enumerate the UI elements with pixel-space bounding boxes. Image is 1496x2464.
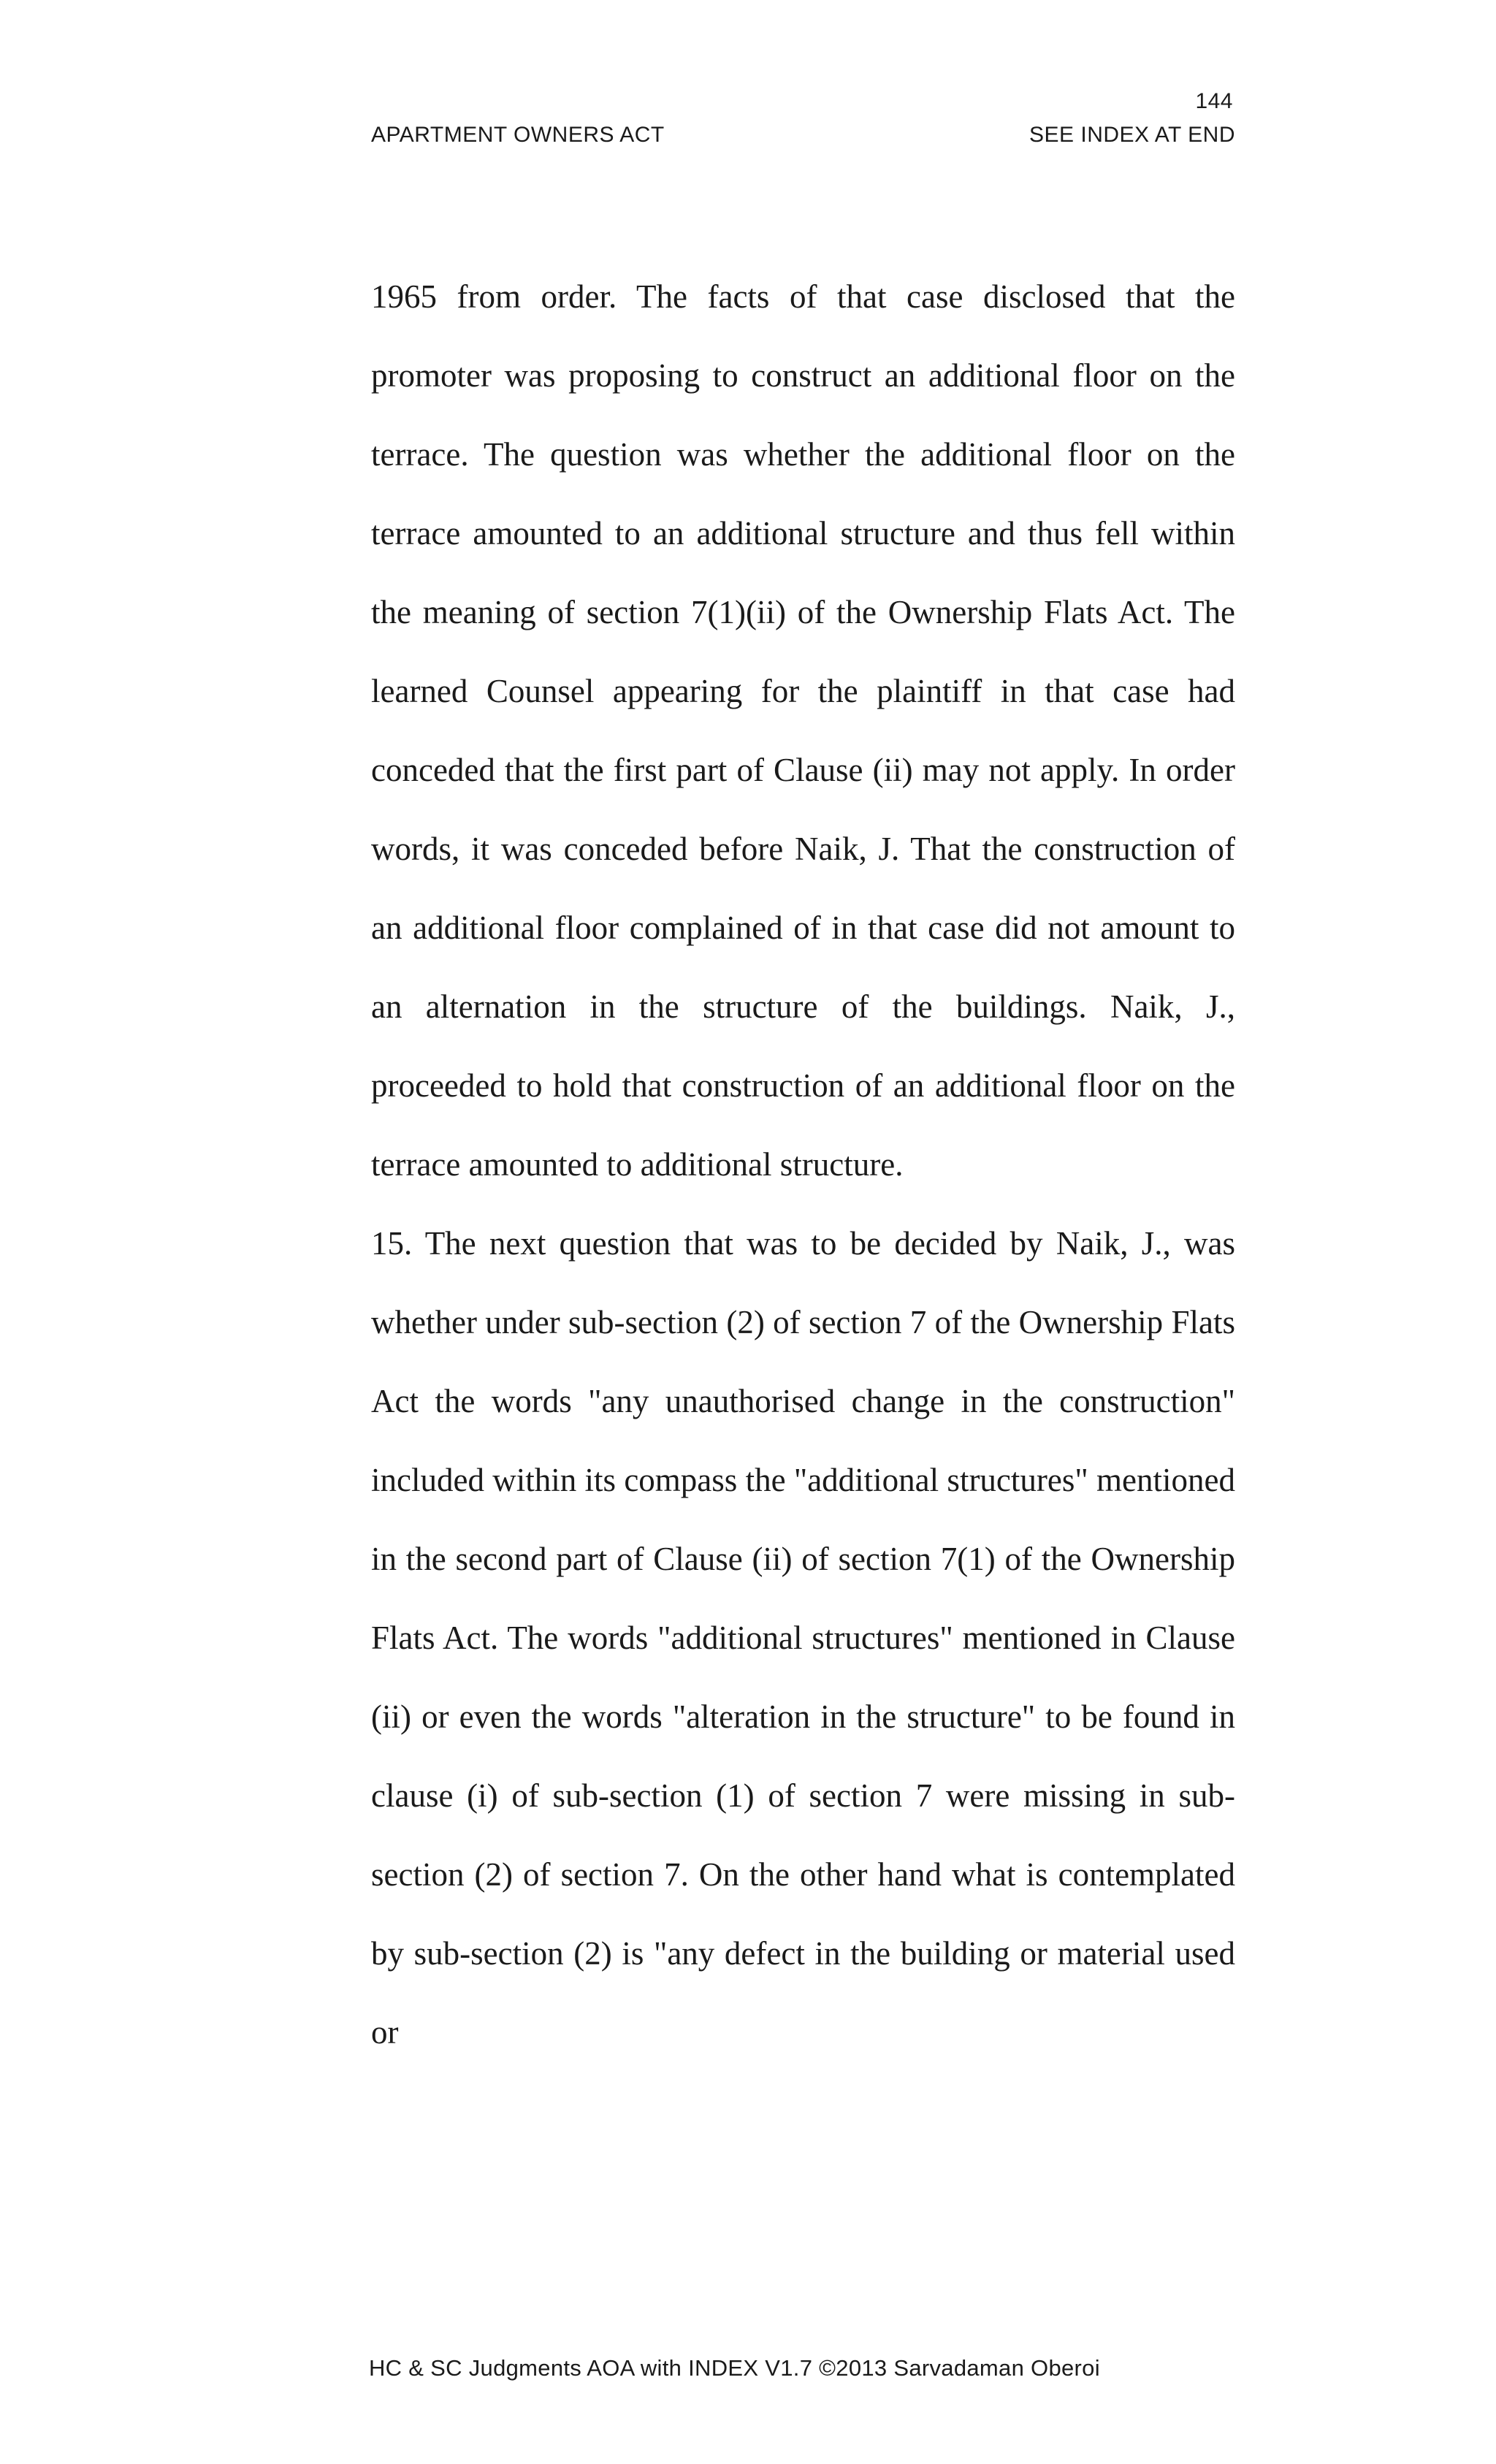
header-index-note: SEE INDEX AT END (1029, 123, 1235, 147)
paragraph-continuation: 1965 from order. The facts of that case disclosed that the promoter was proposing to construct an additional floor on the terrace. The question was whether the additional floor on the terrace amounted to an additional structure and thus fell within the meaning of section 7(1)(ii) of the Ownership Flats Act. The learned Counsel appearing for the plaintiff in that case had conceded that the first part of Clause (ii) may not apply. In order words, it was conceded before Naik, J. That the construction of an additional floor complained of in that case did not amount to an alternation in the structure of the buildings. Naik, J., proceeded to hold that construction of an additional floor on the terrace amounted to additional structure. (371, 278, 1235, 1183)
page-footer: HC & SC Judgments AOA with INDEX V1.7 ©2013 Sarvadaman Oberoi (369, 2355, 1100, 2381)
page-number: 144 (1195, 89, 1233, 113)
document-body (371, 257, 1235, 2072)
running-header (371, 123, 1235, 148)
header-title: APARTMENT OWNERS ACT (371, 123, 665, 147)
paragraph-15: 15. The next question that was to be decided by Naik, J., was whether under sub-section (2) of section 7 of the Ownership Flats Act the words "any unauthorised change in the construction" included within its compass the "additional structures" mentioned in the second part of Clause (ii) of section 7(1) of the Ownership Flats Act. The words "additional structures" mentioned in Clause (ii) or even the words "alteration in the structure" to be found in clause (i) of sub-section (1) of section 7 were missing in sub-section (2) of section 7. On the other hand what is contemplated by sub-section (2) is "any defect in the building or material used or (371, 1225, 1235, 2051)
